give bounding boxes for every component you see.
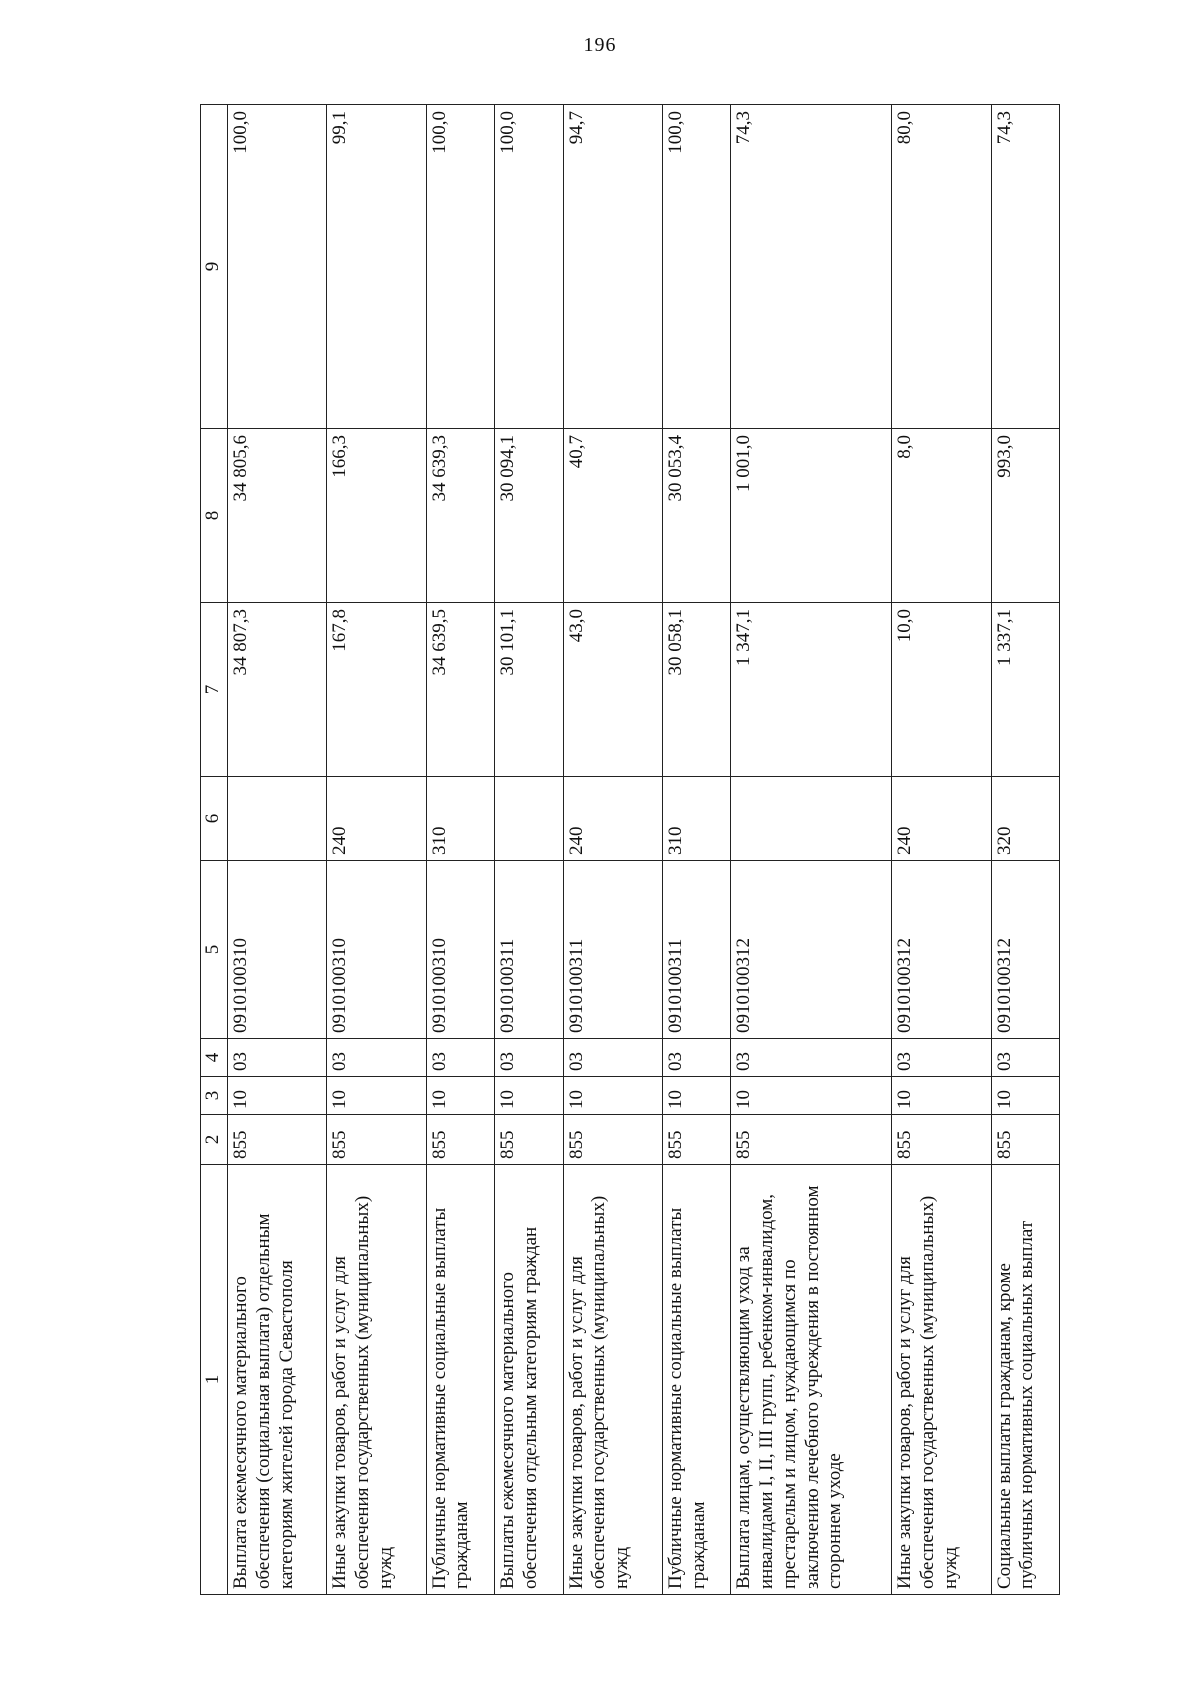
- row-subsection: 03: [426, 1039, 494, 1077]
- row-subsection: 03: [991, 1039, 1059, 1077]
- row-percent: 100,0: [662, 105, 730, 429]
- row-actual-amount: 30 053,4: [662, 429, 730, 603]
- row-subsection: 03: [892, 1039, 991, 1077]
- row-subsection: 03: [731, 1039, 892, 1077]
- row-name: Выплата лицам, осуществляющим уход за инвалидами I, II, III групп, ребенком-инвалидом, престарелым и лицом, нуждающимся по заключению лечебного учреждения в постоянном стороннем уходе: [731, 1165, 892, 1595]
- row-subsection: 03: [563, 1039, 662, 1077]
- table-row: [731, 105, 892, 1595]
- table-row: [495, 105, 563, 1595]
- row-actual-amount: 34 639,3: [426, 429, 494, 603]
- row-section: 10: [563, 1077, 662, 1115]
- row-name: Выплаты ежемесячного материального обеспечения отдельным категориям граждан: [495, 1165, 563, 1595]
- row-target-code: 0910100312: [991, 861, 1059, 1039]
- header-col-3: 3: [201, 1077, 228, 1115]
- row-expense-type: [731, 777, 892, 861]
- row-actual-amount: 34 805,6: [228, 429, 327, 603]
- row-grbs: 855: [662, 1115, 730, 1165]
- row-name: Выплата ежемесячного материального обеспечения (социальная выплата) отдельным категориям жителей города Севастополя: [228, 1165, 327, 1595]
- row-target-code: 0910100311: [563, 861, 662, 1039]
- row-expense-type: 310: [426, 777, 494, 861]
- row-section: 10: [662, 1077, 730, 1115]
- header-col-2: 2: [201, 1115, 228, 1165]
- row-section: 10: [991, 1077, 1059, 1115]
- row-target-code: 0910100311: [662, 861, 730, 1039]
- table-row: [327, 105, 426, 1595]
- row-grbs: 855: [563, 1115, 662, 1165]
- row-grbs: 855: [495, 1115, 563, 1165]
- row-target-code: 0910100310: [327, 861, 426, 1039]
- row-plan-amount: 1 347,1: [731, 603, 892, 777]
- row-plan-amount: 1 337,1: [991, 603, 1059, 777]
- header-col-7: 7: [201, 603, 228, 777]
- row-name: Публичные нормативные социальные выплаты гражданам: [662, 1165, 730, 1595]
- row-section: 10: [892, 1077, 991, 1115]
- row-percent: 99,1: [327, 105, 426, 429]
- row-section: 10: [731, 1077, 892, 1115]
- row-grbs: 855: [731, 1115, 892, 1165]
- row-plan-amount: 30 058,1: [662, 603, 730, 777]
- row-percent: 100,0: [495, 105, 563, 429]
- row-percent: 74,3: [991, 105, 1059, 429]
- row-subsection: 03: [327, 1039, 426, 1077]
- row-name: Иные закупки товаров, работ и услуг для обеспечения государственных (муниципальных) нужд: [892, 1165, 991, 1595]
- row-percent: 100,0: [426, 105, 494, 429]
- row-expense-type: [495, 777, 563, 861]
- row-name: Иные закупки товаров, работ и услуг для обеспечения государственных (муниципальных) нужд: [327, 1165, 426, 1595]
- row-name: Публичные нормативные социальные выплаты гражданам: [426, 1165, 494, 1595]
- row-expense-type: 240: [563, 777, 662, 861]
- row-actual-amount: 1 001,0: [731, 429, 892, 603]
- row-plan-amount: 43,0: [563, 603, 662, 777]
- row-name: Социальные выплаты гражданам, кроме публичных нормативных социальных выплат: [991, 1165, 1059, 1595]
- row-expense-type: [228, 777, 327, 861]
- row-plan-amount: 34 807,3: [228, 603, 327, 777]
- row-grbs: 855: [892, 1115, 991, 1165]
- row-plan-amount: 34 639,5: [426, 603, 494, 777]
- row-name: Иные закупки товаров, работ и услуг для обеспечения государственных (муниципальных) нужд: [563, 1165, 662, 1595]
- header-col-8: 8: [201, 429, 228, 603]
- table-container: [200, 105, 1060, 1595]
- row-target-code: 0910100310: [228, 861, 327, 1039]
- row-expense-type: 240: [327, 777, 426, 861]
- table-row: [991, 105, 1059, 1595]
- row-actual-amount: 8,0: [892, 429, 991, 603]
- row-percent: 80,0: [892, 105, 991, 429]
- rotated-table-area: [200, 105, 1060, 1595]
- row-subsection: 03: [495, 1039, 563, 1077]
- header-col-6: 6: [201, 777, 228, 861]
- table-row: [426, 105, 494, 1595]
- row-target-code: 0910100312: [731, 861, 892, 1039]
- row-subsection: 03: [228, 1039, 327, 1077]
- row-percent: 94,7: [563, 105, 662, 429]
- header-col-4: 4: [201, 1039, 228, 1077]
- row-grbs: 855: [228, 1115, 327, 1165]
- table-row: [228, 105, 327, 1595]
- row-actual-amount: 993,0: [991, 429, 1059, 603]
- table-row: [563, 105, 662, 1595]
- header-col-1: 1: [201, 1165, 228, 1595]
- row-percent: 74,3: [731, 105, 892, 429]
- row-grbs: 855: [991, 1115, 1059, 1165]
- row-expense-type: 310: [662, 777, 730, 861]
- row-plan-amount: 167,8: [327, 603, 426, 777]
- page-number: 196: [583, 34, 617, 56]
- row-actual-amount: 40,7: [563, 429, 662, 603]
- row-expense-type: 240: [892, 777, 991, 861]
- row-actual-amount: 166,3: [327, 429, 426, 603]
- table-header-row: [201, 105, 228, 1595]
- budget-execution-table: [200, 104, 1060, 1595]
- row-section: 10: [228, 1077, 327, 1115]
- row-target-code: 0910100311: [495, 861, 563, 1039]
- row-grbs: 855: [327, 1115, 426, 1165]
- row-section: 10: [495, 1077, 563, 1115]
- row-grbs: 855: [426, 1115, 494, 1165]
- row-target-code: 0910100310: [426, 861, 494, 1039]
- row-actual-amount: 30 094,1: [495, 429, 563, 603]
- row-subsection: 03: [662, 1039, 730, 1077]
- table-row: [892, 105, 991, 1595]
- row-section: 10: [327, 1077, 426, 1115]
- row-section: 10: [426, 1077, 494, 1115]
- row-plan-amount: 10,0: [892, 603, 991, 777]
- table-row: [662, 105, 730, 1595]
- row-target-code: 0910100312: [892, 861, 991, 1039]
- row-percent: 100,0: [228, 105, 327, 429]
- header-col-5: 5: [201, 861, 228, 1039]
- row-plan-amount: 30 101,1: [495, 603, 563, 777]
- header-col-9: 9: [201, 105, 228, 429]
- row-expense-type: 320: [991, 777, 1059, 861]
